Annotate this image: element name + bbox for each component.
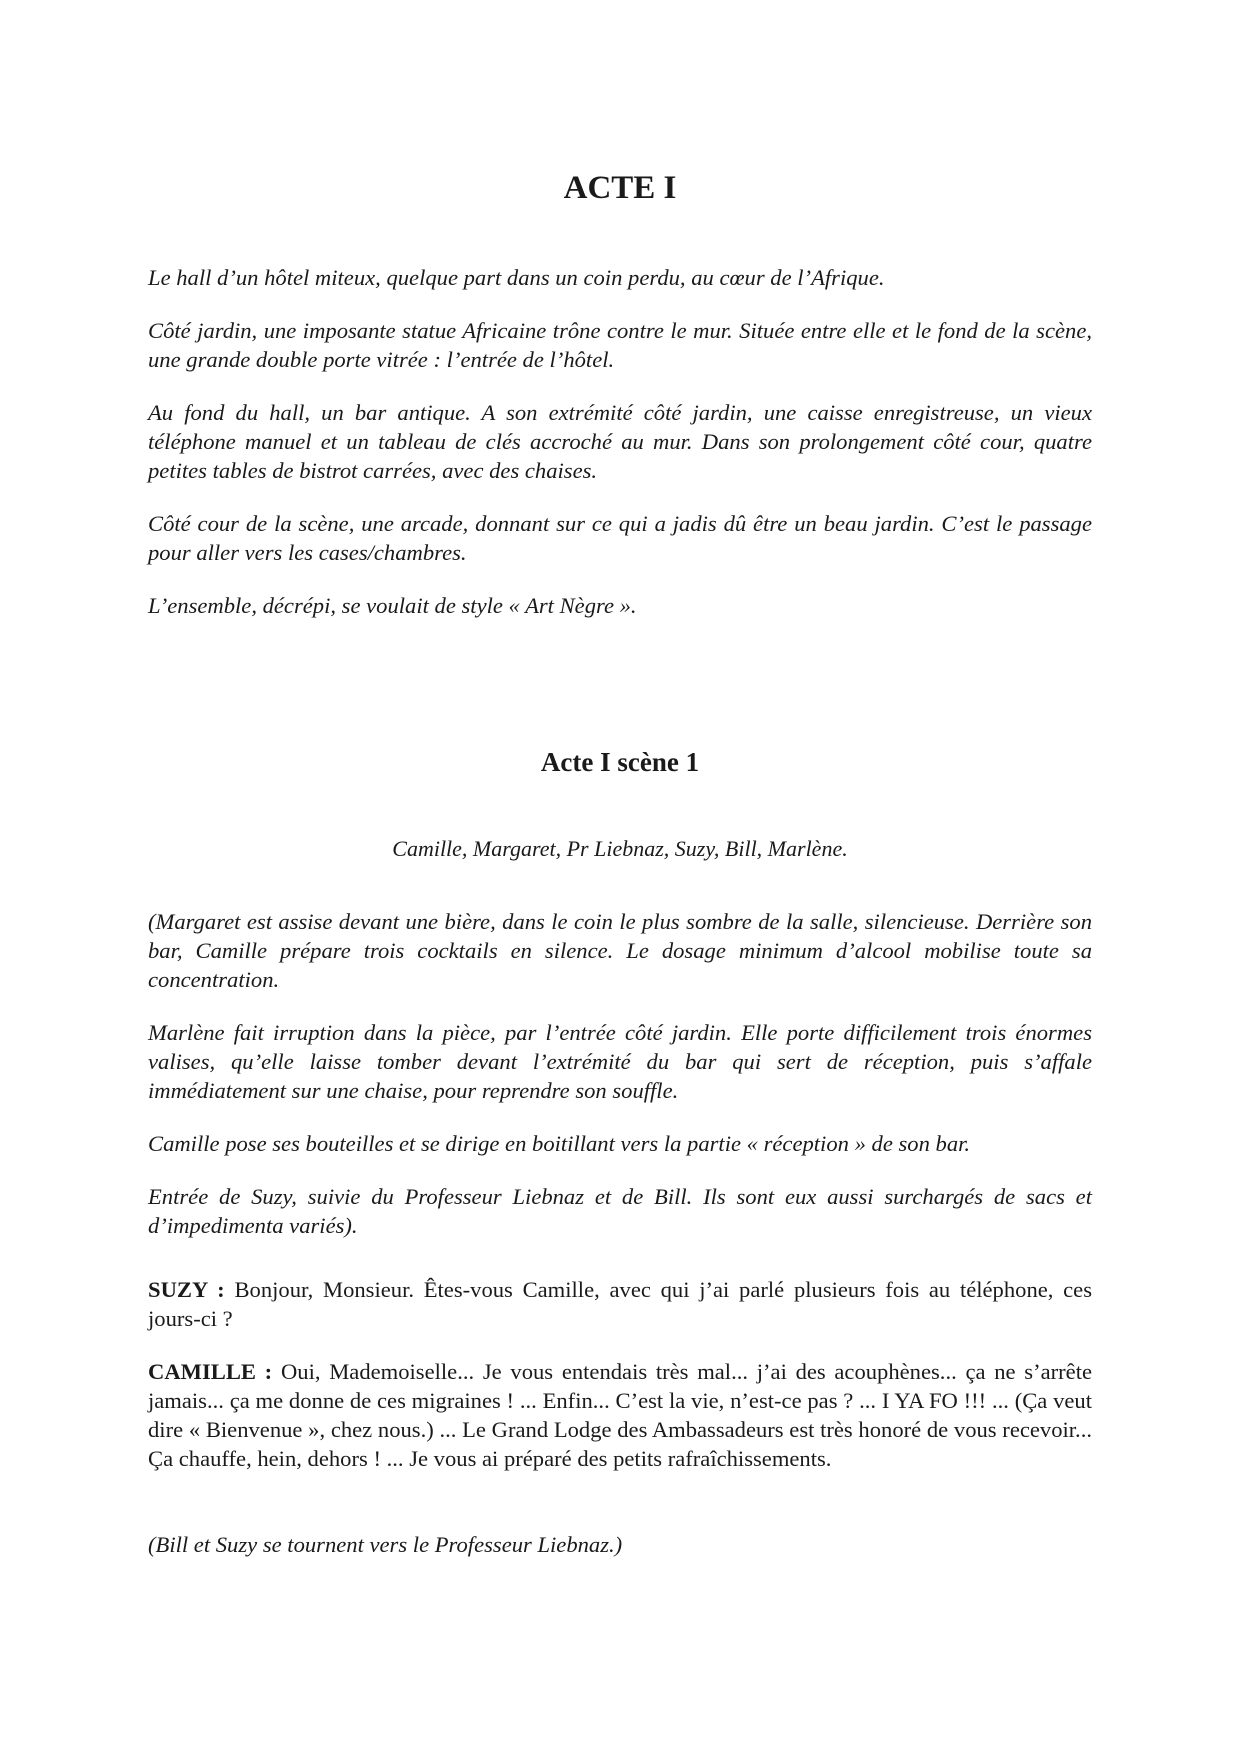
scene-title: Acte I scène 1 — [540, 747, 700, 777]
dialogue-text: Oui, Mademoiselle... Je vous entendais très mal... j’ai des acouphènes... ça ne s’arrête jamais... ça me donne de ces migraines ! ... Enfin... C’est la vie, n’est-ce pas ? ... I YA FO !!! ... (Ça veut dire « Bienvenue », chez nous.) ... Le Grand Lodge des Ambassadeurs est très honoré de vous recevoir... Ça chauffe, hein, dehors ! ... Je vous ai préparé des petits rafraîchissements. — [148, 1359, 1093, 1471]
stage-directions — [148, 907, 1092, 1264]
stage-direction: Marlène fait irruption dans la pièce, par l’entrée côté jardin. Elle porte difficilement trois énormes valises, qu’elle laisse tomber devant l’extrémité du bar qui sert de réception, puis s’affale immédiatement sur une chaise, pour reprendre son souffle. — [148, 1020, 1092, 1103]
dialogue-line — [148, 1357, 1092, 1473]
setting-paragraph: Côté cour de la scène, une arcade, donnant sur ce qui a jadis dû être un beau jardin. C’est le passage pour aller vers les cases/chambres. — [148, 511, 1092, 565]
setting-paragraph: Le hall d’un hôtel miteux, quelque part dans un coin perdu, au cœur de l’Afrique. — [148, 265, 885, 290]
dialogue — [148, 1275, 1092, 1497]
dialogue-line — [148, 1275, 1092, 1333]
speaker-name: SUZY : — [148, 1277, 225, 1302]
speaker-name: CAMILLE : — [148, 1359, 273, 1384]
stage-direction: Camille pose ses bouteilles et se dirige en boitillant vers la partie « réception » de son bar. — [148, 1131, 971, 1156]
closing-stage-direction — [148, 1530, 1092, 1583]
character-list: Camille, Margaret, Pr Liebnaz, Suzy, Bill, Marlène. — [392, 836, 848, 861]
setting-paragraph: Côté jardin, une imposante statue Africaine trône contre le mur. Située entre elle et le fond de la scène, une grande double porte vitrée : l’entrée de l’hôtel. — [148, 318, 1092, 372]
setting-description — [148, 263, 1092, 644]
act-title: ACTE I — [563, 170, 677, 206]
stage-direction: (Margaret est assise devant une bière, dans le coin le plus sombre de la salle, silencieuse. Derrière son bar, Camille prépare trois cocktails en silence. Le dosage minimum d’alcool mobilise toute sa concentration. — [148, 909, 1092, 992]
stage-direction: Entrée de Suzy, suivie du Professeur Liebnaz et de Bill. Ils sont eux aussi surchargés de sacs et d’impedimenta variés). — [148, 1184, 1092, 1238]
setting-paragraph: Au fond du hall, un bar antique. A son extrémité côté jardin, une caisse enregistreuse, un vieux téléphone manuel et un tableau de clés accroché au mur. Dans son prolongement côté cour, quatre petites tables de bistrot carrées, avec des chaises. — [148, 400, 1092, 483]
setting-paragraph: L’ensemble, décrépi, se voulait de style « Art Nègre ». — [148, 593, 637, 618]
dialogue-text: Bonjour, Monsieur. Êtes-vous Camille, avec qui j’ai parlé plusieurs fois au téléphone, ces jours-ci ? — [148, 1277, 1093, 1331]
stage-direction: (Bill et Suzy se tournent vers le Professeur Liebnaz.) — [148, 1532, 623, 1557]
